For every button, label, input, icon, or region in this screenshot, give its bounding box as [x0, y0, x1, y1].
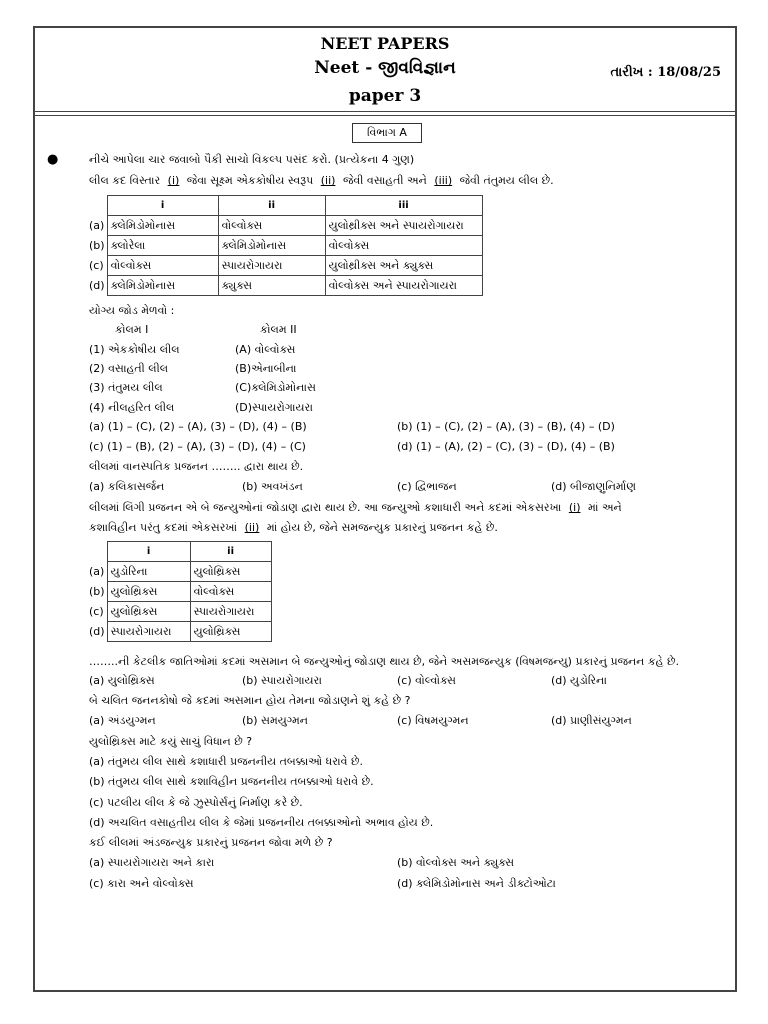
answer-option[interactable]: (c) પટલીય લીલ કે જે ઝુસ્પોર્સનું નિર્માણ કરે છે. — [89, 796, 303, 809]
answer-option[interactable]: (d) યુડોરિના — [551, 674, 607, 687]
table-cell: વોલ્વોક્સ — [190, 582, 271, 602]
table-row[interactable] — [89, 216, 482, 236]
answer-option[interactable]: (c) દ્વિભાજન — [397, 480, 457, 493]
table-cell: યુલોથ્રિક્સ — [107, 582, 190, 602]
q1-blank-ii: (ii) — [320, 174, 336, 187]
q1-text-part: જેવા સૂક્ષ્મ એકકોષીય સ્વરૂપ — [186, 174, 314, 187]
table-header: ii — [190, 542, 271, 562]
table-cell: સ્પાયરોગાયરા — [107, 622, 190, 642]
question-4-text-line-2 — [89, 521, 498, 535]
table-cell: ક્લેમિડોમોનાસ — [218, 236, 325, 256]
table-cell: વોલ્વોક્સ — [107, 256, 218, 276]
match-left-item: (2) વસાહતી લીલ — [89, 362, 169, 375]
answer-option[interactable]: (d) પ્રાણીસંયુગ્મન — [551, 714, 632, 727]
answer-option[interactable]: (a) કલિકાસર્જન — [89, 480, 165, 493]
table-cell: ક્લોરેલા — [107, 236, 218, 256]
match-left-item: (4) નીલહરિત લીલ — [89, 401, 175, 414]
table-cell: યુલોથ્રિક્સ — [190, 622, 271, 642]
question-6-text: બે ચલિત જનનકોષો જે કદમાં અસમાન હોય તેમના જોડાણને શું કહે છે ? — [89, 694, 411, 707]
option-label: (a) — [89, 565, 105, 578]
q4-text-part: માં હોય છે, જેને સમજન્યુક પ્રકારનું પ્રજનન કહે છે. — [266, 521, 498, 534]
q4-blank-ii: (ii) — [244, 521, 260, 534]
answer-option[interactable]: (a) તંતુમય લીલ સાથે કશાધારી પ્રજનનીય તબક્કાઓ ધરાવે છે. — [89, 755, 363, 768]
table-cell: યુલોથ્રિક્સ — [190, 562, 271, 582]
answer-option[interactable]: (d) બીજાણુનિર્માણ — [551, 480, 636, 493]
question-5-text: ……..ની કેટલીક જાતિઓમાં કદમાં અસમાન બે જન્યુઓનું જોડાણ થાય છે, જેને અસમજન્યુક (વિષમજન્યુ) પ્રકારનું પ્રજનન કહે છે. — [89, 655, 679, 668]
answer-option[interactable]: (c) વિષમયુગ્મન — [397, 714, 469, 727]
option-label: (d) — [89, 279, 105, 292]
table-row[interactable] — [89, 582, 271, 602]
answer-option[interactable]: (b) વોલ્વોક્સ અને ક્યુક્સ — [397, 856, 515, 869]
table-row[interactable] — [89, 562, 271, 582]
table-header: iii — [325, 196, 482, 216]
answer-option[interactable]: (b) અવખંડન — [242, 480, 303, 493]
table-row[interactable] — [89, 602, 271, 622]
page-frame — [33, 26, 737, 992]
question-4-text — [89, 501, 622, 515]
table-cell: ક્લેમિડોમોનાસ — [107, 216, 218, 236]
answer-option[interactable]: (a) સ્પાયરોગાયરા અને કારા — [89, 856, 215, 869]
q1-text-part: જેવી તંતુમય લીલ છે. — [459, 174, 554, 187]
table-header: ii — [218, 196, 325, 216]
option-label: (b) — [89, 585, 105, 598]
match-right-item: (D)સ્પાયરોગાયરા — [235, 401, 313, 414]
table-cell: યુલોથ્રિક્સ — [107, 602, 190, 622]
option-label: (c) — [89, 605, 104, 618]
answer-option[interactable]: (b) (1) – (C), (2) – (A), (3) – (B), (4) – (D) — [397, 420, 615, 433]
table-row[interactable] — [89, 256, 482, 276]
q1-blank-iii: (iii) — [434, 174, 453, 187]
table-cell: વોલ્વોક્સ — [218, 216, 325, 236]
table-row[interactable] — [89, 622, 271, 642]
q1-options-table — [89, 195, 483, 296]
table-cell: સ્પાયરોગાયરા — [218, 256, 325, 276]
table-cell: વોલ્વોક્સ — [325, 236, 482, 256]
answer-option[interactable]: (d) (1) – (A), (2) – (C), (3) – (D), (4) – (B) — [397, 440, 615, 453]
table-cell: સ્પાયરોગાયરા — [190, 602, 271, 622]
match-right-item: (A) વોલ્વોક્સ — [235, 343, 296, 356]
question-content — [35, 28, 735, 990]
bullet-icon: ● — [47, 152, 59, 167]
answer-option[interactable]: (b) સમયુગ્મન — [242, 714, 308, 727]
answer-option[interactable]: (d) અચલિત વસાહતીય લીલ કે જેમાં પ્રજનનીય તબક્કાઓનો અભાવ હોય છે. — [89, 816, 434, 829]
table-header-row — [89, 196, 482, 216]
answer-option[interactable]: (b) તંતુમય લીલ સાથે કશાવિહીન પ્રજનનીય તબક્કાઓ ધરાવે છે. — [89, 775, 374, 788]
instruction-text: નીચે આપેલા ચાર જવાબો પૈકી સાચો વિકલ્પ પસંદ કરો. (પ્રત્યેકના 4 ગુણ) — [89, 153, 415, 166]
answer-option[interactable]: (a) અંડયુગ્મન — [89, 714, 156, 727]
table-cell: યુલોથ્રીક્સ અને સ્પાયરોગાયરા — [325, 216, 482, 236]
option-label: (b) — [89, 239, 105, 252]
table-cell: વોલ્વોક્સ અને સ્પાયરોગાયરા — [325, 276, 482, 296]
q4-options-table — [89, 541, 272, 642]
answer-option[interactable]: (c) કારા અને વોલ્વોક્સ — [89, 877, 194, 890]
answer-option[interactable]: (d) ક્લેમિડોમોનાસ અને ડીક્ટોઓટા — [397, 877, 556, 890]
table-header-row — [89, 542, 271, 562]
question-3-text: લીલમાં વાનસ્પતિક પ્રજનન …….. દ્વારા થાય છે. — [89, 460, 304, 473]
option-label: (c) — [89, 259, 104, 272]
table-header: i — [107, 542, 190, 562]
q4-blank-i: (i) — [568, 501, 581, 514]
q1-text-part: જેવી વસાહતી અને — [342, 174, 427, 187]
answer-option[interactable]: (a) (1) – (C), (2) – (A), (3) – (D), (4) – (B) — [89, 420, 307, 433]
table-cell: યુડોરિના — [107, 562, 190, 582]
q1-text-part: લીલ કદ વિસ્તાર — [89, 174, 161, 187]
q1-blank-i: (i) — [167, 174, 180, 187]
table-row[interactable] — [89, 236, 482, 256]
q4-text-part: કશાવિહીન પરંતુ કદમાં એકસરખાં — [89, 521, 238, 534]
question-1-text — [89, 174, 554, 188]
answer-option[interactable]: (b) સ્પાયરોગાયરા — [242, 674, 322, 687]
match-right-item: (C)ક્લેમિડોમોનાસ — [235, 381, 316, 394]
match-left-item: (1) એકકોષીય લીલ — [89, 343, 180, 356]
section-label: વિભાગ A — [352, 123, 422, 143]
table-header: i — [107, 196, 218, 216]
answer-option[interactable]: (c) (1) – (B), (2) – (A), (3) – (D), (4) – (C) — [89, 440, 306, 453]
match-right-item: (B)એનાબીના — [235, 362, 297, 375]
question-8-text: કઈ લીલમાં અંડજન્યુક પ્રકારનું પ્રજનન જોવા મળે છે ? — [89, 836, 333, 849]
question-7-text: યુલોથ્રિક્સ માટે કયું સાચું વિધાન છે ? — [89, 735, 253, 748]
q4-text-part: માં અને — [588, 501, 622, 514]
answer-option[interactable]: (a) યુલોથ્રિક્સ — [89, 674, 155, 687]
paper-number: paper 3 — [348, 86, 422, 106]
table-row[interactable] — [89, 276, 482, 296]
column-2-heading: કોલમ II — [260, 323, 297, 336]
table-cell: યુલોથ્રીક્સ અને ક્યુક્સ — [325, 256, 482, 276]
option-label: (d) — [89, 625, 105, 638]
table-cell: ક્યુક્સ — [218, 276, 325, 296]
table-cell: ક્લેમિડોમોનાસ — [107, 276, 218, 296]
exam-date: તારીખ : 18/08/25 — [610, 65, 721, 80]
question-2-text: યોગ્ય જોડ મેળવો : — [89, 304, 175, 317]
q4-text-part: લીલમાં લિંગી પ્રજનન એ બે જન્યુઓનાં જોડાણ દ્વારા થાય છે. આ જન્યુઓ કશાધારી અને કદમાં એકસરખા — [89, 501, 562, 514]
match-left-item: (3) તંતુમય લીલ — [89, 381, 163, 394]
option-label: (a) — [89, 219, 105, 232]
page-title: NEET PAPERS — [320, 34, 450, 53]
page-subtitle: Neet - જીવવિજ્ઞાન — [314, 58, 456, 78]
answer-option[interactable]: (c) વોલ્વોક્સ — [397, 674, 456, 687]
column-1-heading: કોલમ I — [115, 323, 149, 336]
